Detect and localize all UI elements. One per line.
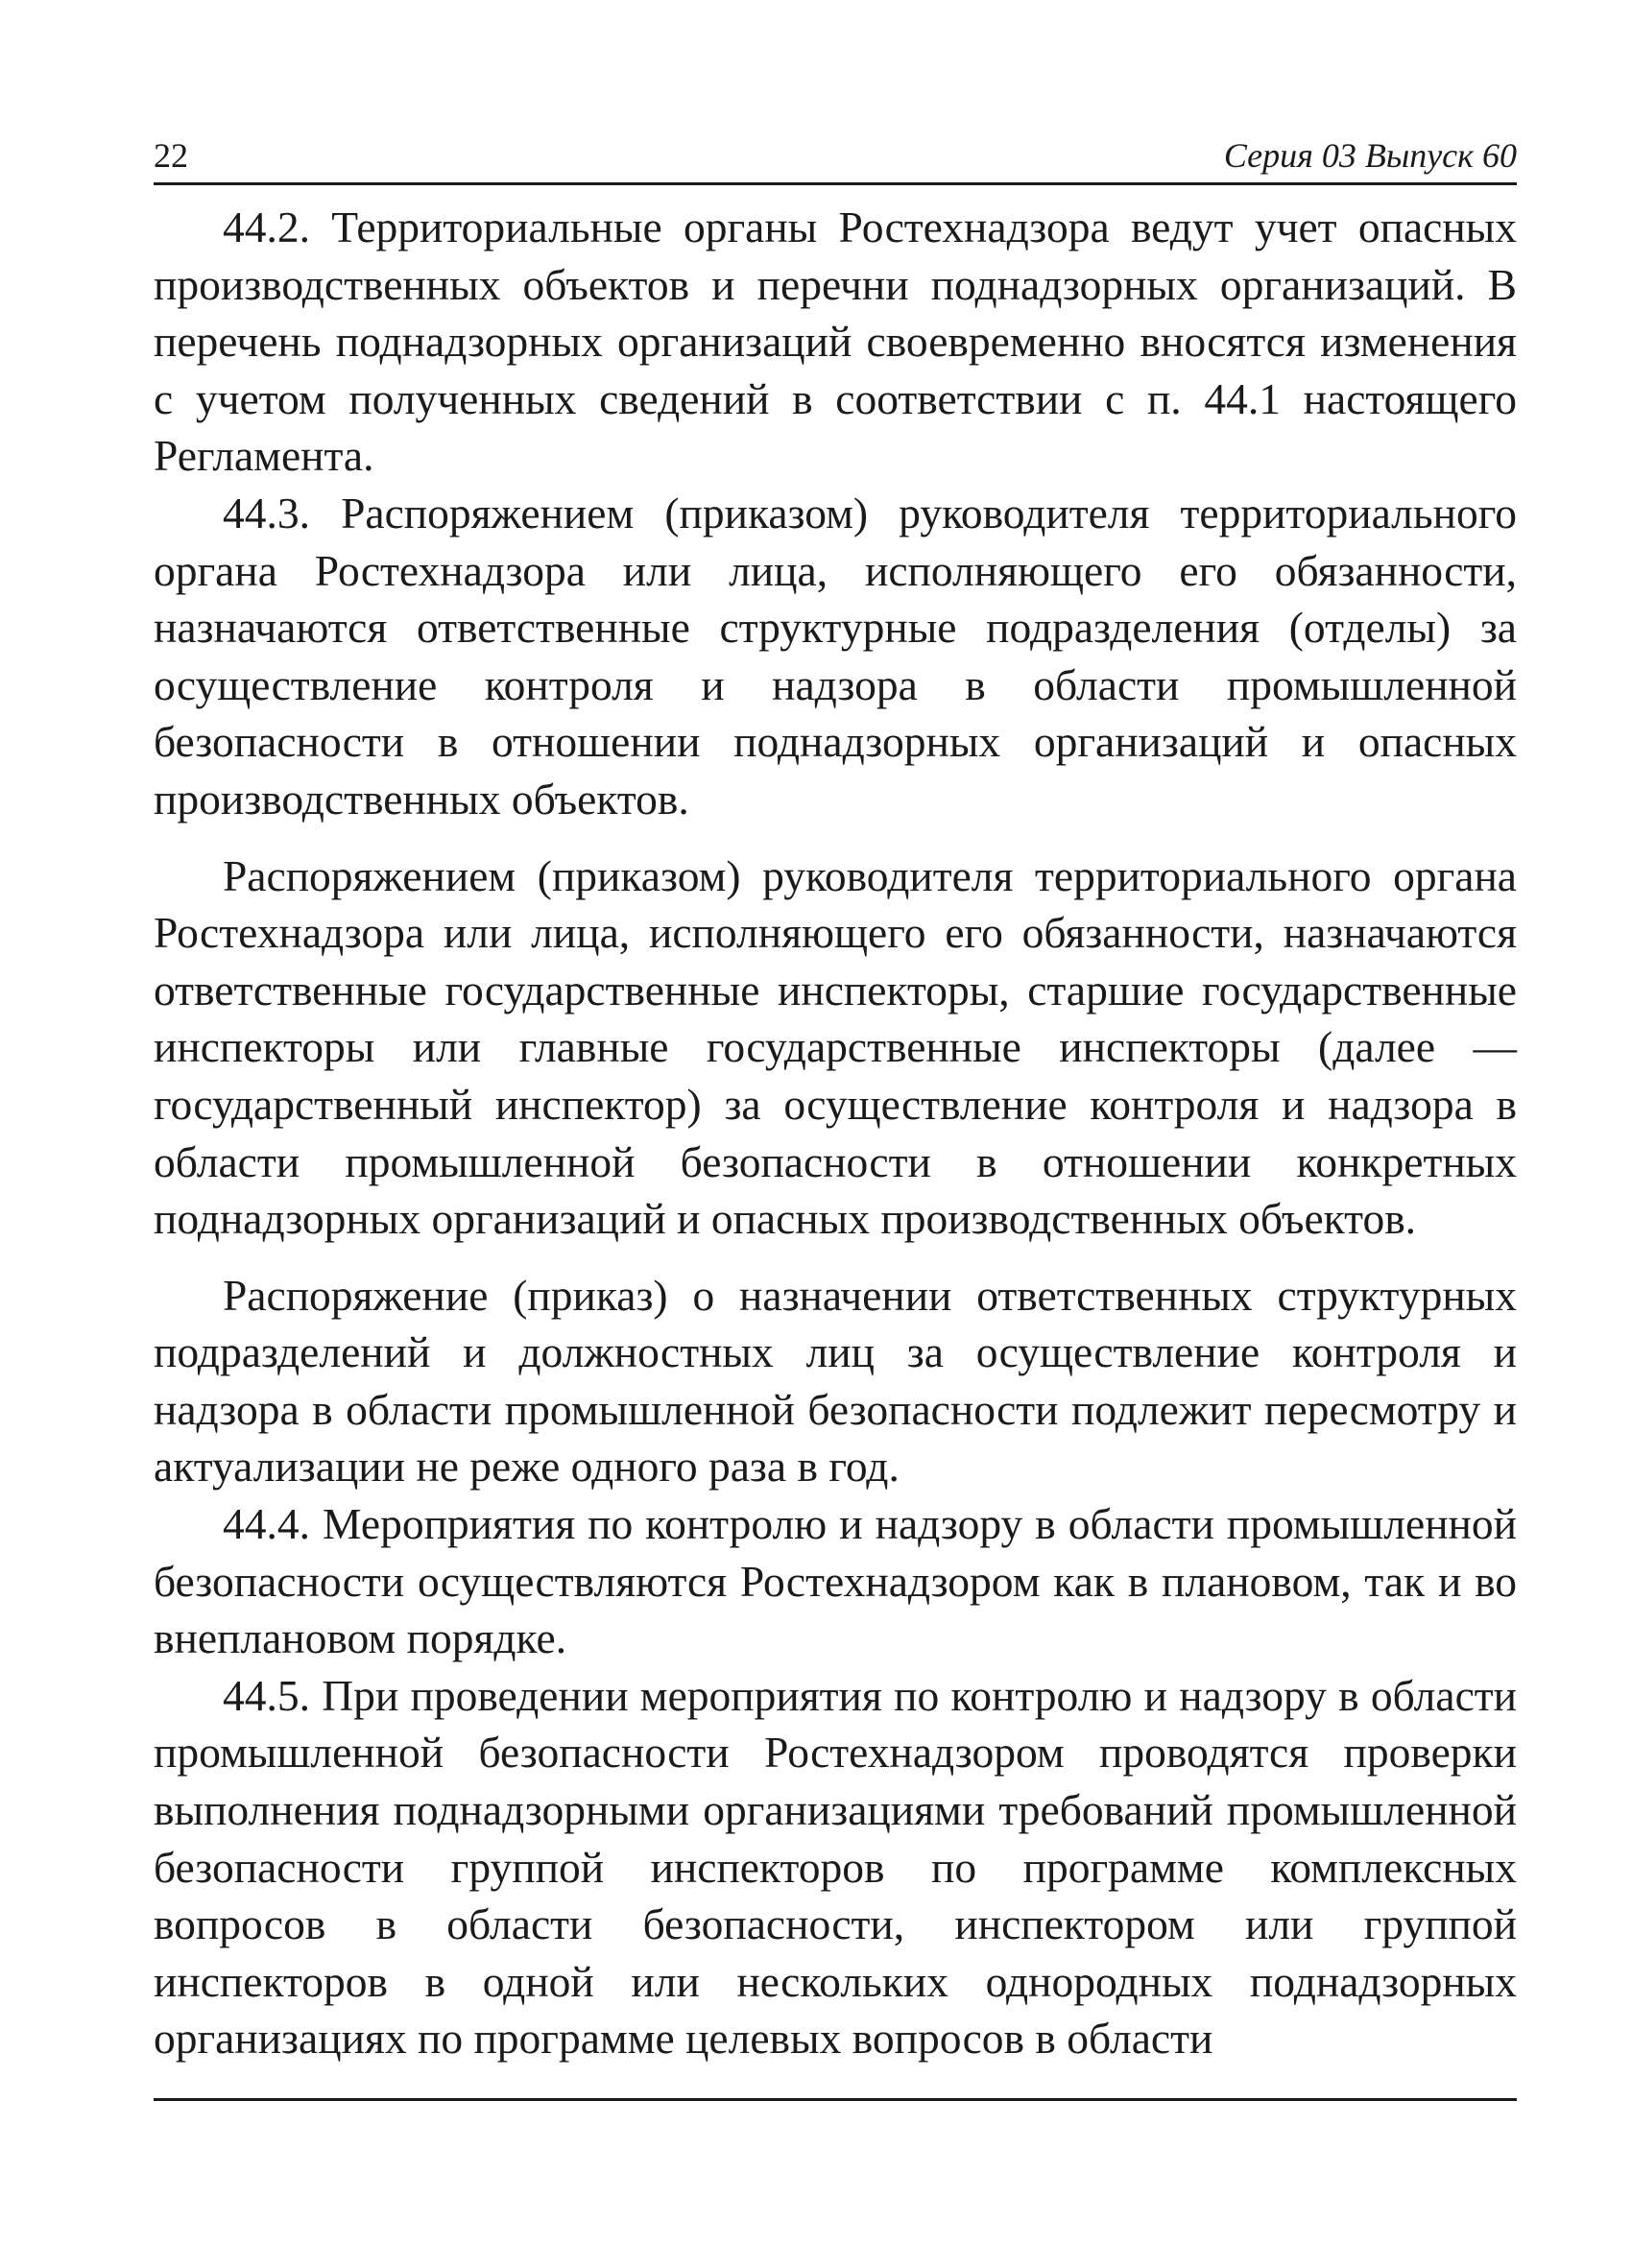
document-body — [154, 199, 1517, 2067]
running-header — [154, 134, 1517, 185]
paragraph-44-2: 44.2. Территориальные органы Ростехнадзора ведут учет опасных производственных объектов и перечни поднадзорных организаций. В перечень поднадзорных организаций своевременно вносятся изменения с учетом полученных сведений в соответствии с п. 44.1 настоящего Регламента. — [154, 203, 1517, 481]
paragraph-inspectors-appointment: Распоряжением (приказом) руководителя территориального органа Ростехнадзора или лица, исполняющего его обязанности, назначаются ответственные государственные инспекторы, старшие государственные инспекторы или главные государственные инспекторы (далее — государственный инспектор) за осуществление контроля и надзора в области промышленной безопасности в отношении конкретных поднадзорных организаций и опасных производственных объектов. — [154, 850, 1517, 1244]
page-number: 22 — [154, 136, 188, 175]
paragraph-order-review: Распоряжение (приказ) о назначении ответственных структурных подразделений и должностных лиц за осуществление контроля и надзора в области промышленной безопасности подлежит пересмотру и актуализации не реже одного раза в год. — [154, 1270, 1517, 1492]
footer-divider — [154, 2098, 1517, 2101]
paragraph-44-5: 44.5. При проведении мероприятия по контролю и надзору в области промышленной безопасности Ростехнадзором проводятся проверки выполнения поднадзорными организациями требований промышленной безопасности группой инспекторов по программе комплексных вопросов в области безопасности, инспектором или группой инспекторов в одной или нескольких однородных поднадзорных организациях по программе целевых вопросов в области — [154, 1670, 1517, 2064]
paragraph-44-3: 44.3. Распоряжением (приказом) руководителя территориального органа Ростехнадзора или лица, исполняющего его обязанности, назначаются ответственные структурные подразделения (отделы) за осуществление контроля и надзора в области промышленной безопасности в отношении поднадзорных организаций и опасных производственных объектов. — [154, 488, 1517, 824]
document-page — [154, 134, 1517, 2067]
series-title: Серия 03 Выпуск 60 — [1223, 136, 1517, 175]
paragraph-44-4: 44.4. Мероприятия по контролю и надзору в области промышленной безопасности осуществляются Ростехнадзором как в плановом, так и во внеплановом порядке. — [154, 1499, 1517, 1663]
